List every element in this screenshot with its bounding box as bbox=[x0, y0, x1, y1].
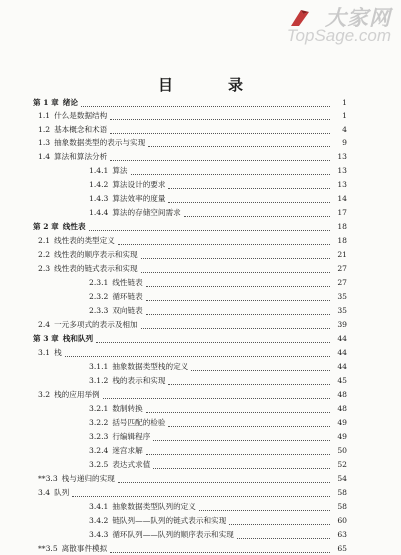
dot-leader bbox=[81, 105, 330, 107]
toc-entry-title: 括号匹配的检验 bbox=[112, 418, 166, 427]
toc-entry-title: 栈的表示和实现 bbox=[112, 376, 166, 385]
toc-entry-title: 算法 bbox=[112, 166, 128, 175]
dot-leader bbox=[110, 118, 330, 120]
toc-entry-page: 44 bbox=[337, 362, 347, 371]
toc-entry-number: 3.2.5 bbox=[89, 460, 109, 469]
toc-entry-title: 栈与递归的实现 bbox=[61, 474, 115, 483]
toc-entry-title: 表达式求值 bbox=[112, 460, 151, 469]
toc-entry-page: 13 bbox=[337, 180, 347, 189]
toc-entry-page: 44 bbox=[337, 334, 347, 343]
toc-entry-number: 3.4.1 bbox=[89, 502, 109, 511]
toc-entry-title: 抽象数据类型栈的定义 bbox=[112, 362, 189, 371]
dot-leader bbox=[168, 201, 330, 203]
toc-entry-title: 线性链表 bbox=[112, 278, 143, 287]
toc-entry-page: 44 bbox=[337, 348, 347, 357]
toc-entry-number: 2.3.1 bbox=[89, 278, 109, 287]
toc-entry-page: 13 bbox=[337, 166, 347, 175]
toc-entry-title: 迷宫求解 bbox=[112, 446, 143, 455]
dot-leader bbox=[89, 229, 330, 231]
toc-entry[interactable] bbox=[0, 501, 401, 513]
toc-entry-title: 抽象数据类型的表示与实现 bbox=[54, 138, 146, 147]
toc-entry-title: 什么是数据结构 bbox=[54, 111, 108, 120]
toc-entry[interactable] bbox=[0, 319, 401, 331]
dot-leader bbox=[110, 159, 330, 161]
toc-entry-title: 算法设计的要求 bbox=[112, 180, 166, 189]
toc-entry-page: 48 bbox=[337, 390, 347, 399]
toc-entry[interactable] bbox=[0, 375, 401, 387]
dot-leader bbox=[148, 145, 330, 147]
dot-leader bbox=[184, 215, 330, 217]
dot-leader bbox=[146, 285, 330, 287]
toc-entry-page: 13 bbox=[337, 152, 347, 161]
toc-entry[interactable] bbox=[0, 207, 401, 219]
toc-entry-page: 17 bbox=[337, 208, 347, 217]
toc-entry-page: 18 bbox=[337, 236, 347, 245]
toc-entry-number: 3.1 bbox=[38, 348, 51, 357]
toc-entry-page: 39 bbox=[337, 320, 347, 329]
toc-entry[interactable] bbox=[0, 361, 401, 373]
toc-entry-title: 双向链表 bbox=[112, 306, 143, 315]
toc-entry-number: 3.2 bbox=[38, 390, 51, 399]
toc-entry[interactable] bbox=[0, 515, 401, 527]
toc-entry[interactable] bbox=[0, 431, 401, 443]
toc-entry[interactable] bbox=[0, 249, 401, 261]
toc-entry-number: 1.4.1 bbox=[89, 166, 109, 175]
toc-entry-number: 3.1.1 bbox=[89, 362, 109, 371]
toc-entry[interactable] bbox=[0, 291, 401, 303]
toc-entry-page: 27 bbox=[337, 278, 347, 287]
dot-leader bbox=[146, 313, 330, 315]
toc-entry[interactable] bbox=[0, 487, 401, 499]
toc-entry-page: 54 bbox=[337, 474, 347, 483]
toc-entry[interactable] bbox=[0, 347, 401, 359]
toc-entry-title: 离散事件模拟 bbox=[61, 544, 108, 553]
dot-leader bbox=[146, 453, 330, 455]
toc-entry-page: 9 bbox=[342, 138, 347, 147]
toc-entry[interactable] bbox=[0, 110, 401, 122]
toc-entry-number: 1.2 bbox=[38, 125, 51, 134]
toc-entry-title: 抽象数据类型队列的定义 bbox=[112, 502, 196, 511]
toc-entry-title: 栈和队列 bbox=[62, 334, 94, 343]
toc-entry-page: 65 bbox=[337, 544, 347, 553]
toc-entry-number: 1.4 bbox=[38, 152, 51, 161]
toc-entry-title: 线性表的链式表示和实现 bbox=[54, 264, 138, 273]
dot-leader bbox=[110, 132, 330, 134]
toc-entry-page: 35 bbox=[337, 306, 347, 315]
toc-entry[interactable] bbox=[0, 305, 401, 317]
toc-entry-title: 绪论 bbox=[62, 98, 78, 107]
dot-leader bbox=[153, 467, 330, 469]
toc-entry[interactable] bbox=[0, 543, 401, 555]
toc-entry-page: 52 bbox=[337, 460, 347, 469]
dot-leader bbox=[103, 397, 330, 399]
toc-entry-number: 1.4.3 bbox=[89, 194, 109, 203]
dot-leader bbox=[153, 439, 330, 441]
toc-entry-title: 循环链表 bbox=[112, 292, 143, 301]
dot-leader bbox=[96, 341, 330, 343]
toc-entry-page: 1 bbox=[342, 98, 347, 107]
toc-entry-page: 58 bbox=[337, 488, 347, 497]
toc-entry-number: 3.4 bbox=[38, 488, 51, 497]
toc-entry-title: 线性表的顺序表示和实现 bbox=[54, 250, 138, 259]
toc-entry-number: 2.1 bbox=[38, 236, 51, 245]
dot-leader bbox=[146, 299, 330, 301]
dot-leader bbox=[118, 243, 330, 245]
dot-leader bbox=[146, 411, 330, 413]
toc-entry-number: 3.2.4 bbox=[89, 446, 109, 455]
toc-entry-number: 1.4.4 bbox=[89, 208, 109, 217]
toc-entry-number: **3.3 bbox=[38, 474, 58, 483]
toc-entry-page: 60 bbox=[337, 516, 347, 525]
toc-entry-page: 49 bbox=[337, 418, 347, 427]
toc-entry-title: 线性表 bbox=[62, 222, 86, 231]
toc-entry[interactable] bbox=[0, 137, 401, 149]
toc-entry-number: 3.2.2 bbox=[89, 418, 109, 427]
dot-leader bbox=[141, 327, 330, 329]
watermark bbox=[243, 2, 393, 48]
dot-leader bbox=[118, 481, 330, 483]
dot-leader bbox=[72, 495, 330, 497]
toc-entry-title: 栈 bbox=[54, 348, 62, 357]
toc-entry-number: 3.2.3 bbox=[89, 432, 109, 441]
toc-entry-page: 18 bbox=[337, 222, 347, 231]
toc-entry[interactable] bbox=[0, 263, 401, 275]
toc-entry[interactable] bbox=[0, 179, 401, 191]
toc-entry[interactable] bbox=[0, 459, 401, 471]
toc-entry-title: 线性表的类型定义 bbox=[54, 236, 115, 245]
toc-entry-page: 4 bbox=[342, 125, 347, 134]
toc-entry-page: 14 bbox=[337, 194, 347, 203]
toc-entry[interactable] bbox=[0, 277, 401, 289]
toc-entry[interactable] bbox=[0, 221, 401, 233]
toc-entry-title: 栈的应用举例 bbox=[54, 390, 100, 399]
dot-leader bbox=[65, 355, 330, 357]
toc-entry-number: 第 2 章 bbox=[33, 222, 59, 231]
toc-entry[interactable] bbox=[0, 529, 401, 541]
dot-leader bbox=[131, 173, 330, 175]
toc-entry[interactable] bbox=[0, 417, 401, 429]
dot-leader bbox=[141, 271, 330, 273]
toc-entry-page: 50 bbox=[337, 446, 347, 455]
dot-leader bbox=[199, 509, 330, 511]
toc-entry[interactable] bbox=[0, 389, 401, 401]
toc-entry-page: 49 bbox=[337, 432, 347, 441]
toc-entry-number: 第 1 章 bbox=[33, 98, 59, 107]
toc-entry-number: 3.4.2 bbox=[89, 516, 109, 525]
watermark-chinese: 大家网 bbox=[325, 5, 391, 30]
toc-entry-page: 27 bbox=[337, 264, 347, 273]
toc-entry[interactable] bbox=[0, 473, 401, 485]
toc-entry-title: 链队列——队列的链式表示和实现 bbox=[112, 516, 227, 525]
dot-leader bbox=[191, 369, 330, 371]
toc-entry-page: 58 bbox=[337, 502, 347, 511]
toc-entry-number: 1.1 bbox=[38, 111, 51, 120]
toc-entry-title: 算法和算法分析 bbox=[54, 152, 108, 161]
toc-entry[interactable] bbox=[0, 165, 401, 177]
topsage-logo-icon bbox=[289, 8, 311, 28]
toc-entry-number: 1.3 bbox=[38, 138, 51, 147]
toc-entry-page: 35 bbox=[337, 292, 347, 301]
dot-leader bbox=[237, 537, 330, 539]
toc-entry-number: 2.2 bbox=[38, 250, 51, 259]
toc-entry-title: 算法的存储空间需求 bbox=[112, 208, 181, 217]
toc-entry[interactable] bbox=[0, 193, 401, 205]
toc-entry-title: 数制转换 bbox=[112, 404, 143, 413]
toc-entry[interactable] bbox=[0, 403, 401, 415]
dot-leader bbox=[168, 187, 330, 189]
toc-entry-page: 48 bbox=[337, 404, 347, 413]
dot-leader bbox=[168, 425, 330, 427]
toc-entry-number: 1.4.2 bbox=[89, 180, 109, 189]
watermark-latin: TopSage.com bbox=[286, 26, 391, 45]
toc-entry-number: 3.1.2 bbox=[89, 376, 109, 385]
toc-entry-title: 一元多项式的表示及相加 bbox=[54, 320, 138, 329]
toc-entry[interactable] bbox=[0, 151, 401, 163]
page-title: 目 录 bbox=[157, 76, 263, 94]
toc-entry[interactable] bbox=[0, 333, 401, 345]
toc-entry-title: 队列 bbox=[54, 488, 70, 497]
toc-entry-title: 基本概念和术语 bbox=[54, 125, 108, 134]
dot-leader bbox=[229, 523, 330, 525]
toc-entry-number: **3.5 bbox=[38, 544, 58, 553]
toc-entry-number: 2.3.3 bbox=[89, 306, 109, 315]
toc-entry-number: 第 3 章 bbox=[33, 334, 59, 343]
toc-entry[interactable] bbox=[0, 445, 401, 457]
toc-entry-title: 算法效率的度量 bbox=[112, 194, 166, 203]
toc-entry-title: 行编辑程序 bbox=[112, 432, 151, 441]
toc-entry-page: 21 bbox=[337, 250, 347, 259]
toc-entry[interactable] bbox=[0, 97, 401, 109]
toc-entry-number: 3.4.3 bbox=[89, 530, 109, 539]
toc-entry-page: 45 bbox=[337, 376, 347, 385]
dot-leader bbox=[110, 551, 330, 553]
toc-entry-page: 1 bbox=[342, 111, 347, 120]
toc-entry-number: 2.3 bbox=[38, 264, 51, 273]
toc-entry-number: 2.4 bbox=[38, 320, 51, 329]
dot-leader bbox=[141, 257, 330, 259]
toc-entry-title: 循环队列——队列的顺序表示和实现 bbox=[112, 530, 234, 539]
toc-entry[interactable] bbox=[0, 235, 401, 247]
dot-leader bbox=[168, 383, 330, 385]
toc-entry-page: 63 bbox=[337, 530, 347, 539]
toc-entry[interactable] bbox=[0, 124, 401, 136]
toc-entry-number: 3.2.1 bbox=[89, 404, 109, 413]
toc-entry-number: 2.3.2 bbox=[89, 292, 109, 301]
